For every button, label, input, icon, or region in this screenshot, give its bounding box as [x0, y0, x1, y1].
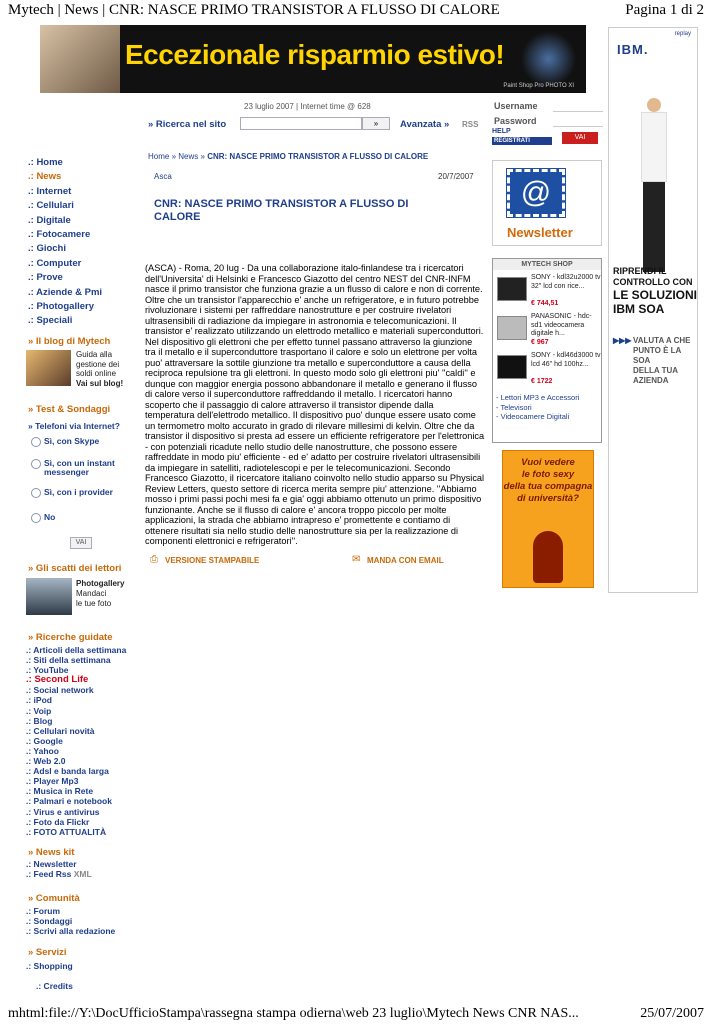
product-image[interactable]: [497, 277, 527, 301]
nav-item[interactable]: .: Computer: [28, 257, 82, 269]
nav-item[interactable]: .: Photogallery: [28, 300, 94, 312]
guided-link[interactable]: .: Articoli della settimana: [26, 645, 127, 655]
businessman-image: [639, 98, 669, 278]
date-line: 23 luglio 2007 | Internet time @ 628: [244, 102, 371, 111]
radio-button[interactable]: [31, 488, 41, 498]
xml-badge[interactable]: XML: [73, 869, 92, 880]
community-link[interactable]: .: Sondaggi: [26, 916, 73, 927]
community-link[interactable]: .: Forum: [26, 906, 60, 916]
email-icon: ✉: [352, 554, 361, 565]
product-price: € 967: [531, 339, 549, 346]
nav-item[interactable]: .: Digitale: [28, 214, 71, 226]
password-label: Password: [494, 116, 537, 126]
radio-button[interactable]: [31, 513, 41, 523]
footer-path: mhtml:file://Y:\DocUfficioStampa\rassegna stampa odierna\web 23 luglio\Mytech News CNR NAS...: [8, 1006, 579, 1021]
banner-product: Paint Shop Pro PHOTO XI: [503, 83, 574, 89]
guided-link[interactable]: .: Web 2.0: [26, 756, 66, 767]
newsletter-link[interactable]: .: Newsletter: [26, 859, 77, 869]
banner-ad[interactable]: [40, 25, 586, 93]
guided-link[interactable]: .: Cellulari novità: [26, 725, 95, 736]
email-link[interactable]: MANDA CON EMAIL: [367, 556, 444, 565]
newsletter-ad-label: Newsletter: [507, 225, 573, 240]
product-image[interactable]: [497, 316, 527, 340]
guided-link[interactable]: .: Blog: [26, 715, 53, 726]
arrows-icon: ▶▶▶: [613, 336, 632, 345]
shop-box: [492, 258, 602, 443]
login-button[interactable]: VAI: [562, 132, 598, 144]
product-name[interactable]: SONY - kdl46d3000 tv lcd 46" hd 100hz...: [531, 352, 601, 368]
search-input[interactable]: [240, 117, 362, 130]
poll-option-label: Sì, con un instant messenger: [44, 458, 115, 477]
nav-item[interactable]: .: Giochi: [28, 243, 66, 255]
main-nav: [28, 157, 102, 330]
breadcrumb-separator: »: [200, 152, 205, 161]
ibm-logo: IBM.: [617, 42, 649, 57]
shop-title: MYTECH SHOP: [493, 259, 601, 270]
password-input[interactable]: [553, 114, 603, 127]
guided-link[interactable]: .: Player Mp3: [26, 776, 79, 787]
search-go-button[interactable]: »: [362, 117, 390, 130]
shop-category-link[interactable]: - Televisori: [496, 402, 532, 412]
blog-line-2: gestione dei: [76, 359, 120, 369]
gallery-link[interactable]: Photogallery: [76, 579, 125, 588]
blog-link[interactable]: Vai sul blog!: [76, 378, 124, 388]
print-icon: ⎙: [150, 554, 158, 565]
guided-link[interactable]: .: Adsl e banda larga: [26, 766, 109, 777]
credits-link[interactable]: .: Credits: [36, 981, 73, 991]
shop-category-link[interactable]: - Lettori MP3 e Accessori: [496, 393, 580, 402]
gallery-line-3: le tue foto: [76, 599, 112, 608]
shop-item[interactable]: [495, 312, 601, 350]
nav-item[interactable]: .: Home: [28, 157, 63, 168]
ibm-headline-4: IBM SOA: [613, 302, 665, 316]
gallery-line-2: Mandaci: [76, 589, 107, 598]
breadcrumb: [148, 152, 428, 161]
shopping-link[interactable]: .: Shopping: [26, 961, 73, 971]
footer-date: 25/07/2007: [640, 1006, 704, 1021]
photo-ad-line-3: della tua compagna: [503, 481, 593, 492]
ibm-headline-3: LE SOLUZIONI: [613, 288, 697, 302]
poll-section-title: » Test & Sondaggi: [28, 404, 111, 415]
article-body: (ASCA) - Roma, 20 lug - Da una collaborazione italo-finlandese tra i ricercatori dell'Universita' di Helsinki e Francesco Giazotto del centro NEST del CNR-INFM nasce il primo transistor che funziona grazie a un flusso di calore e non di corrente. Oltre che un transistor l'apparecchio e' anche un refrigeratore, e in futuro potrebbe rivoluzionare i sistemi per raffreddare nanostrutture e per costruire rivelatori ultrasensibili di radiazione da impiegare in astronomia e telecomunicazioni. Il transistor e' realizzato utilizzando un elettrodo metallico e materiali superconduttori. Nel dispositivo gli elettroni che per effetto tunnel passano attraverso la giunzione tra il metallo e il superconduttore trasportano il calore e solo un elettrone per volta puo' attraversare la sottile giunzione tra metallo e superconduttore a causa della reciproca repulsione tra gli elettroni. In questo modo solo gli elettroni piu' ''caldi'' e dunque con maggior energia possono abbandonare il metallo e generano il flusso di calore verso il superconduttore raffreddando il metallo. I ricercatori hanno scoperto che il passaggio di calore attraverso il transistor dipende dalla temperatura dell'elettrodo metallico. Il dispositivo puo' dunque essere usato come un termometro molto accurato in grado di rilevare millesimi di kelvin. Oltre che da transistor il dispositivo si presta ad essere un efficiente refrigeratore per l'elettronica - con potenziali ricadute nello studio delle nanostrutture, che possono essere raffreddate in modo piu' efficiente - ed e' adatto per costruire rivelatori ultrasensibili da impiegare in satelliti, radiotelescopi e per le telecomunicazioni. Secondo Francesco Giazotto, il ricercatore italiano coinvolto nello studio apparso su Physical Review Letters, questo settore di ricerca merita sempre piu' attenzione. ''Abbiamo mosso i primi passi pochi mesi fa e gia' oggi abbiamo ottenuto un primo dispositivo funzionante. Anche se il flusso di calore e' ancora troppo piccolo per molte applicazioni, la strada che abbiamo intrapreso e' promettente e contiamo di ottenere risultati sia nello studio delle nanostrutture sia per la realizzazione di componenti elettronici e refrigeratori''.: [145, 263, 485, 546]
product-name[interactable]: SONY - kdl32u2000 tv 32" lcd con rice...: [531, 274, 601, 290]
poll-option-label: No: [44, 512, 56, 522]
photo-ad-line-2: le foto sexy: [521, 469, 575, 480]
page-number: Pagina 1 di 2: [625, 2, 704, 18]
guided-link[interactable]: .: Second Life: [26, 674, 89, 686]
document-title: Mytech | News | CNR: NASCE PRIMO TRANSISTOR A FLUSSO DI CALORE: [8, 2, 500, 18]
guided-link[interactable]: .: Yahoo: [26, 745, 59, 756]
shop-item[interactable]: [495, 273, 601, 311]
guided-link[interactable]: .: Virus e antivirus: [26, 806, 100, 817]
services-section-title: » Servizi: [28, 947, 67, 958]
banner-camera-image: [521, 31, 576, 87]
product-price: € 1722: [531, 378, 553, 385]
photo-ad-line-4: di università?: [517, 493, 579, 504]
nav-item[interactable]: .: Aziende & Pmi: [28, 286, 103, 298]
ibm-cta-3: DELLA TUA: [633, 366, 679, 375]
search-label: » Ricerca nel sito: [148, 119, 227, 130]
ibm-cta-2: PUNTO È LA SOA: [633, 346, 682, 365]
poll-vote-button[interactable]: VAI: [70, 537, 92, 549]
breadcrumb-home[interactable]: Home: [148, 152, 170, 161]
ibm-cta-1: VALUTA A CHE: [633, 336, 691, 345]
guided-link[interactable]: .: Siti della settimana: [26, 655, 111, 666]
poll-question: » Telefoni via Internet?: [28, 421, 120, 431]
breadcrumb-current: CNR: NASCE PRIMO TRANSISTOR A FLUSSO DI CALORE: [207, 152, 429, 161]
shop-item[interactable]: [495, 351, 601, 389]
blog-section-title: » Il blog di Mytech: [28, 336, 111, 347]
article-title: CNR: NASCE PRIMO TRANSISTOR A FLUSSO DI CALORE: [154, 198, 409, 223]
radio-button[interactable]: [31, 459, 41, 469]
feed-rss-link[interactable]: .: Feed Rss: [26, 869, 72, 880]
ibm-headline-1: RIPRENDI IL: [613, 266, 667, 276]
ibm-headline-2: CONTROLLO CON: [613, 277, 693, 287]
guided-link[interactable]: .: Musica in Rete: [26, 786, 94, 797]
photo-ad-line-1: Vuoi vedere: [521, 457, 575, 468]
advanced-search-link[interactable]: Avanzata »: [400, 119, 450, 130]
photo-ad[interactable]: [502, 450, 594, 588]
shop-links: [496, 393, 579, 422]
guided-link[interactable]: .: iPod: [26, 695, 52, 706]
community-link[interactable]: .: Scrivi alla redazione: [26, 926, 116, 937]
guided-link[interactable]: .: Palmari e notebook: [26, 796, 112, 807]
print-version-link[interactable]: VERSIONE STAMPABILE: [165, 556, 260, 565]
product-price: € 744,51: [531, 300, 559, 307]
ibm-ad[interactable]: [608, 27, 698, 593]
replay-link[interactable]: replay: [674, 31, 691, 37]
nav-item[interactable]: .: Speciali: [28, 315, 73, 327]
breadcrumb-separator: »: [171, 152, 177, 161]
help-link[interactable]: HELP: [492, 128, 511, 135]
guided-list: [26, 645, 126, 837]
banner-person-image: [40, 25, 120, 93]
newskit-section-title: » News kit: [28, 847, 75, 858]
shop-category-link[interactable]: - Videocamere Digitali: [496, 412, 570, 421]
at-sign-icon: @: [507, 169, 565, 217]
blog-line-3: soldi online: [76, 369, 117, 378]
newsletter-ad[interactable]: [492, 160, 602, 246]
guided-link[interactable]: .: Social network: [26, 685, 94, 696]
register-link[interactable]: REGISTRATI: [492, 137, 552, 145]
username-label: Username: [494, 101, 538, 111]
gallery-section-title: » Gli scatti dei lettori: [28, 563, 122, 574]
community-list: [26, 906, 115, 936]
breadcrumb-news[interactable]: News: [178, 152, 199, 161]
nav-item[interactable]: .: Prove: [28, 272, 63, 284]
nav-item[interactable]: .: Fotocamere: [28, 228, 91, 240]
article-source[interactable]: Asca: [154, 172, 172, 181]
gallery-image[interactable]: [26, 578, 72, 615]
username-input[interactable]: [553, 99, 603, 112]
guided-section-title: » Ricerche guidate: [28, 632, 113, 643]
blog-image[interactable]: [26, 350, 71, 386]
nav-item[interactable]: .: Internet: [28, 185, 72, 197]
silhouette-image: [533, 531, 563, 583]
banner-text: Eccezionale risparmio estivo!: [125, 39, 505, 70]
nav-item[interactable]: .: Cellulari: [28, 200, 74, 212]
guided-link[interactable]: .: Voip: [26, 705, 52, 716]
product-image[interactable]: [497, 355, 527, 379]
blog-line-1: Guida alla: [76, 350, 113, 359]
guided-link[interactable]: .: YouTube: [26, 665, 69, 676]
rss-link[interactable]: RSS: [462, 120, 479, 129]
guided-link[interactable]: .: Foto da Flickr: [26, 816, 90, 827]
nav-item[interactable]: .: News: [28, 171, 62, 183]
poll-option-label: Sì, con i provider: [44, 487, 113, 497]
guided-link[interactable]: .: FOTO ATTUALITÀ: [26, 826, 107, 837]
product-name[interactable]: PANASONIC - hdc-sd1 videocamera digitale h...: [531, 313, 592, 337]
poll-option-label: Sì, con Skype: [44, 436, 100, 446]
article-date: 20/7/2007: [438, 172, 474, 181]
ibm-cta-4: AZIENDA: [633, 376, 669, 385]
radio-button[interactable]: [31, 437, 41, 447]
guided-link[interactable]: .: Google: [26, 735, 63, 746]
community-section-title: » Comunità: [28, 893, 80, 904]
